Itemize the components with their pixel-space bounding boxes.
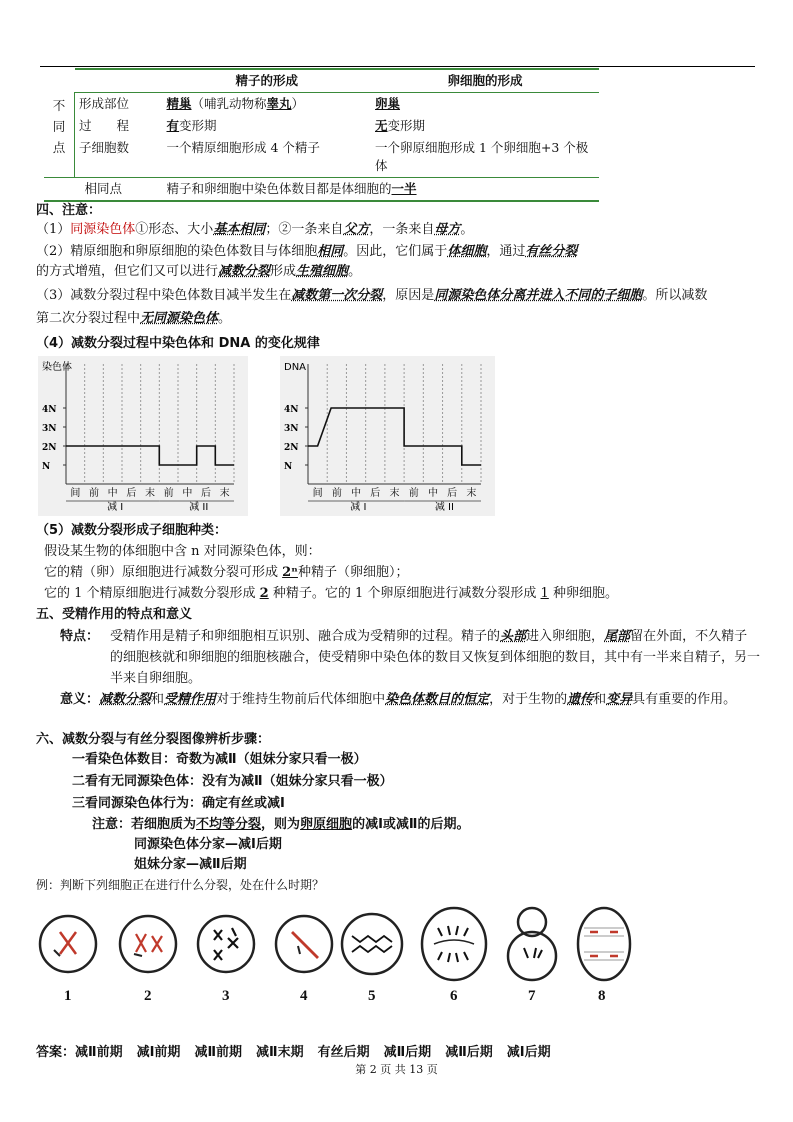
section5-title: （5）减数分裂形成子细胞种类：: [36, 523, 228, 538]
x-tick-label: 前: [163, 488, 174, 499]
y-tick-label: 4N: [284, 405, 299, 415]
y-tick-label: 2N: [284, 443, 299, 453]
note-1: （1）同源染色体①形态、大小基本相同；②一条来自父方，一条来自母方。: [36, 222, 474, 237]
y-axis-label: 染色体: [42, 362, 72, 373]
answer-item: 减Ⅱ后期: [383, 1045, 432, 1060]
cell-label-8: 8: [598, 988, 606, 1004]
note-4-title: （4）减数分裂过程中染色体和 DNA 的变化规律: [36, 336, 320, 351]
header-egg: 卵细胞的形成: [371, 69, 599, 93]
fert-title: 五、受精作用的特点和意义: [36, 607, 193, 622]
section6-title: 六、减数分裂与有丝分裂图像辨析步骤：: [36, 732, 271, 747]
cell-6: [422, 908, 486, 980]
same-text: 精子和卵细胞中染色体数目都是体细胞的一半: [163, 178, 600, 202]
comparison-table: [44, 68, 599, 202]
y-tick-label: N: [284, 462, 293, 472]
x-tick-label: 后: [447, 488, 458, 499]
y-axis-label: DNA: [284, 362, 307, 373]
header-sperm: 精子的形成: [163, 69, 372, 93]
x-tick-label: 末: [389, 488, 400, 499]
x-tick-label: 前: [408, 488, 419, 499]
cell-diagrams: [36, 902, 636, 987]
x-tick-label: 前: [331, 488, 342, 499]
egg-site: 卵巢: [375, 96, 401, 111]
row-label: 子细胞数: [79, 140, 130, 155]
x-tick-label: 中: [107, 488, 118, 499]
group-label: 减 II: [434, 502, 454, 513]
x-tick-label: 末: [219, 488, 230, 499]
cell-label-3: 3: [222, 988, 230, 1004]
cell-label-4: 4: [300, 988, 308, 1004]
y-tick-label: 3N: [42, 424, 57, 434]
answer-item: 减Ⅰ后期: [506, 1045, 551, 1060]
answer-item: 有丝后期: [317, 1045, 370, 1060]
y-tick-label: N: [42, 462, 51, 472]
section5-l1: 假设某生物的体细胞中含 n 对同源染色体，则：: [44, 544, 321, 559]
side-label: 不同点: [44, 93, 75, 178]
cell-label-5: 5: [368, 988, 376, 1004]
sperm-site: 精巢（哺乳动物称睾丸）: [166, 96, 305, 111]
section5-l3: 它的 1 个精原细胞进行减数分裂形成 2 种精子。它的 1 个卵原细胞进行减数分裂形成 1 种卵细胞。: [44, 586, 618, 601]
x-tick-label: 后: [370, 488, 381, 499]
step-1: 一看染色体数目：奇数为减Ⅱ（姐妹分家只看一极）: [72, 752, 367, 767]
answer-item: 减Ⅰ前期: [136, 1045, 181, 1060]
cell-1: [40, 916, 96, 972]
step-2: 二看有无同源染色体：没有为减Ⅱ（姐妹分家只看一极）: [72, 774, 393, 789]
cell-5: [342, 914, 402, 974]
group-label: 减 I: [107, 502, 124, 513]
sperm-process: 有变形期: [166, 118, 217, 133]
cell-8: [578, 908, 630, 980]
group-label: 减 II: [189, 502, 209, 513]
step-note-2: 同源染色体分家—减Ⅰ后期: [134, 837, 282, 852]
top-rule: [40, 66, 755, 67]
answer-item: 减Ⅱ前期: [75, 1045, 123, 1060]
step-3: 三看同源染色体行为：确定有丝或减Ⅰ: [72, 796, 285, 811]
page-footer: 第 2 页 共 13 页: [355, 1063, 438, 1076]
notes-heading: 四、注意：: [36, 203, 102, 218]
cell-label-2: 2: [144, 988, 152, 1004]
answer-item: 减Ⅱ前期: [194, 1045, 243, 1060]
x-tick-label: 末: [466, 488, 477, 499]
x-tick-label: 末: [145, 488, 155, 499]
row-label: 过 程: [79, 118, 130, 133]
x-tick-label: 中: [427, 488, 438, 499]
step-note-3: 姐妹分家—减Ⅱ后期: [134, 857, 247, 872]
x-tick-label: 前: [89, 488, 99, 499]
group-label: 减 I: [350, 502, 367, 513]
egg-process: 无变形期: [375, 118, 426, 133]
sperm-count: 一个精原细胞形成 4 个精子: [166, 140, 320, 155]
egg-count: 一个卵原细胞形成 1 个卵细胞+3 个极体: [375, 140, 589, 173]
x-tick-label: 中: [351, 488, 362, 499]
same-label: 相同点: [44, 178, 163, 202]
x-tick-label: 后: [126, 488, 137, 499]
x-tick-label: 间: [70, 488, 81, 499]
answer-item: 减Ⅱ末期: [256, 1045, 304, 1060]
cell-2: [120, 916, 176, 972]
answer-line: 答案：减Ⅱ前期 减Ⅰ前期 减Ⅱ前期 减Ⅱ末期 有丝后期 减Ⅱ后期 减Ⅱ后期 减Ⅰ后期: [36, 1045, 551, 1060]
row-label: 形成部位: [79, 96, 130, 111]
step-note: 注意：若细胞质为不均等分裂，则为卵原细胞的减Ⅰ或减Ⅱ的后期。: [92, 817, 470, 832]
cell-7: [508, 908, 556, 980]
cell-label-6: 6: [450, 988, 458, 1004]
chromosome-chart: [38, 356, 248, 516]
y-tick-label: 3N: [284, 424, 299, 434]
fert-feature: 特点： 受精作用是精子和卵细胞相互识别、融合成为受精卵的过程。精子的头部进入卵细胞，尾部留在外面，不久精子的细胞核就和卵细胞的细胞核融合，使受精卵中染色体的数目又恢复到体细胞的数目，其中有一半来自精子，另一半来自卵细胞。: [60, 629, 761, 686]
y-tick-label: 4N: [42, 405, 57, 415]
cell-3: [198, 916, 254, 972]
x-tick-label: 后: [201, 488, 211, 499]
example-question: 例：判断下列细胞正在进行什么分裂，处在什么时期？: [36, 878, 325, 892]
note-2: （2）精原细胞和卵原细胞的染色体数目与体细胞相同。因此，它们属于体细胞，通过有丝分裂 的方式增殖，但它们又可以进行减数分裂形成生殖细胞。: [36, 244, 578, 279]
x-tick-label: 中: [182, 488, 193, 499]
section5-l2: 它的精（卵）原细胞进行减数分裂可形成 2ⁿ种精子（卵细胞）；: [44, 565, 409, 580]
x-tick-label: 间: [312, 488, 323, 499]
answer-item: 减Ⅱ后期: [445, 1045, 493, 1060]
dna-chart: [280, 356, 495, 516]
note-3: （3）减数分裂过程中染色体数目减半发生在减数第一次分裂，原因是同源染色体分离并进入不同的子细胞。所以减数 第二次分裂过程中无同源染色体。: [36, 288, 708, 326]
fert-significance: 意义：减数分裂和受精作用对于维持生物前后代体细胞中染色体数目的恒定，对于生物的遗传和变异具有重要的作用。: [60, 692, 737, 707]
cell-4: [276, 916, 332, 972]
cell-label-1: 1: [64, 988, 72, 1004]
cell-label-7: 7: [528, 988, 536, 1004]
y-tick-label: 2N: [42, 443, 57, 453]
